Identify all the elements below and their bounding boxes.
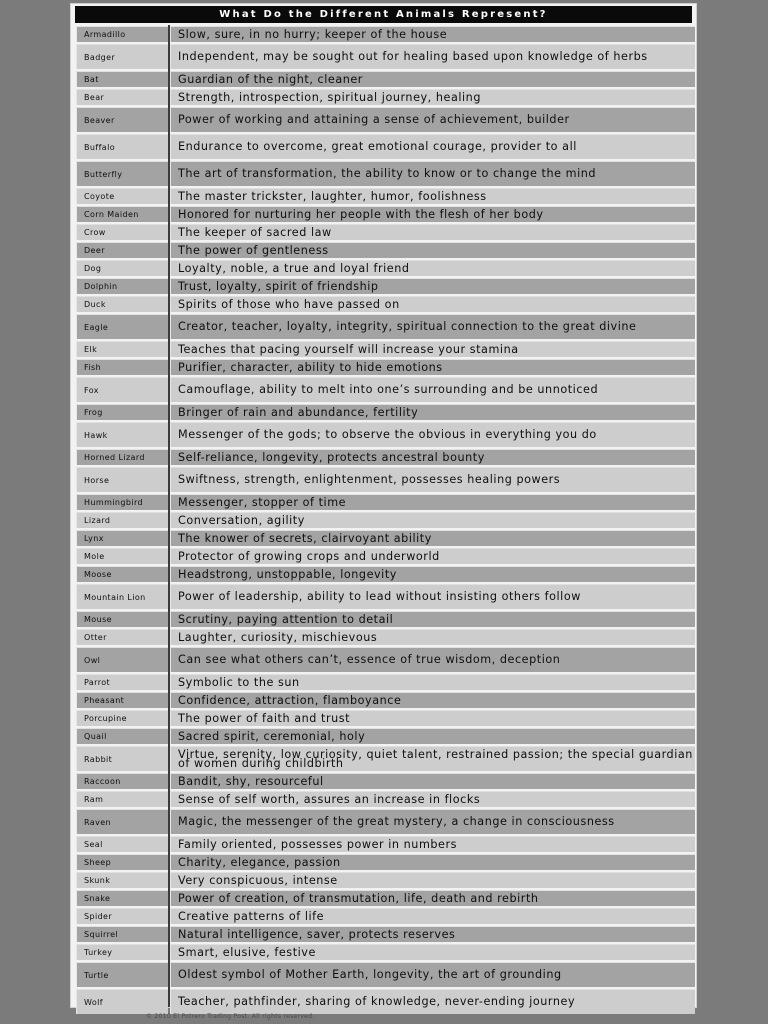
animal-name: Moose	[76, 566, 168, 582]
table-row	[71, 745, 696, 772]
animal-meaning: Independent, may be sought out for healing based upon knowledge of herbs	[170, 44, 695, 69]
animal-meaning: Sacred spirit, ceremonial, holy	[170, 728, 695, 744]
table-row	[71, 961, 696, 988]
table-row	[71, 160, 696, 187]
animal-meaning: Magic, the messenger of the great mystery, a change in consciousness	[170, 809, 695, 834]
table-row	[71, 70, 696, 88]
table-row	[71, 448, 696, 466]
animal-name: Raven	[76, 809, 168, 834]
animal-meaning: Laughter, curiosity, mischievous	[170, 629, 695, 645]
animal-meaning: Bandit, shy, resourceful	[170, 773, 695, 789]
animal-name: Skunk	[76, 872, 168, 888]
animal-meaning: Guardian of the night, cleaner	[170, 71, 695, 87]
copyright-footer: © 2010 El Potrero Trading Post. All rights reserved.	[146, 1013, 315, 1020]
animal-name: Ram	[76, 791, 168, 807]
table-row	[71, 925, 696, 943]
table-row	[71, 493, 696, 511]
animal-meaning: Charity, elegance, passion	[170, 854, 695, 870]
animal-meaning: Power of working and attaining a sense of achievement, builder	[170, 107, 695, 132]
animal-meaning: Spirits of those who have passed on	[170, 296, 695, 312]
table-row	[71, 907, 696, 925]
animal-meaning: Messenger, stopper of time	[170, 494, 695, 510]
animal-name: Squirrel	[76, 926, 168, 942]
animal-name: Sheep	[76, 854, 168, 870]
table-row	[71, 106, 696, 133]
animal-name: Elk	[76, 341, 168, 357]
animal-meaning: Strength, introspection, spiritual journey, healing	[170, 89, 695, 105]
animal-name: Duck	[76, 296, 168, 312]
table-row	[71, 853, 696, 871]
animal-meaning: Family oriented, possesses power in numbers	[170, 836, 695, 852]
animal-meaning: Natural intelligence, saver, protects reserves	[170, 926, 695, 942]
animal-name: Bat	[76, 71, 168, 87]
animal-meaning: Honored for nurturing her people with the flesh of her body	[170, 206, 695, 222]
table-row	[71, 259, 696, 277]
table-row	[71, 529, 696, 547]
table-row	[71, 511, 696, 529]
table-row	[71, 547, 696, 565]
animal-meaning: Very conspicuous, intense	[170, 872, 695, 888]
animal-name: Parrot	[76, 674, 168, 690]
animal-meaning: Loyalty, noble, a true and loyal friend	[170, 260, 695, 276]
animal-name: Lizard	[76, 512, 168, 528]
animal-meaning: Smart, elusive, festive	[170, 944, 695, 960]
animal-meaning: Power of creation, of transmutation, life, death and rebirth	[170, 890, 695, 906]
table-row	[71, 241, 696, 259]
table-row	[71, 808, 696, 835]
animal-name: Turkey	[76, 944, 168, 960]
table-row	[71, 277, 696, 295]
animal-meaning: The master trickster, laughter, humor, foolishness	[170, 188, 695, 204]
table-row	[71, 565, 696, 583]
animal-name: Quail	[76, 728, 168, 744]
animal-name: Dolphin	[76, 278, 168, 294]
animal-meaning: Self-reliance, longevity, protects ancestral bounty	[170, 449, 695, 465]
animal-meaning: Oldest symbol of Mother Earth, longevity, the art of grounding	[170, 962, 695, 987]
animal-name: Dog	[76, 260, 168, 276]
animal-meaning: Messenger of the gods; to observe the obvious in everything you do	[170, 422, 695, 447]
animal-name: Porcupine	[76, 710, 168, 726]
table-row	[71, 205, 696, 223]
animal-meaning: Confidence, attraction, flamboyance	[170, 692, 695, 708]
animal-name: Seal	[76, 836, 168, 852]
table-row	[71, 646, 696, 673]
table-row	[71, 25, 696, 43]
animal-name: Hawk	[76, 422, 168, 447]
animal-name: Wolf	[76, 989, 168, 1014]
animal-name: Armadillo	[76, 26, 168, 42]
animal-meaning: Virtue, serenity, low curiosity, quiet talent, restrained passion; the special guardian of women during childbirth	[170, 746, 695, 771]
table-row	[71, 295, 696, 313]
table-row	[71, 313, 696, 340]
animal-name: Hummingbird	[76, 494, 168, 510]
table-row	[71, 376, 696, 403]
table-row	[71, 871, 696, 889]
table-row	[71, 709, 696, 727]
table-row	[71, 889, 696, 907]
animal-meaning: Slow, sure, in no hurry; keeper of the house	[170, 26, 695, 42]
animal-meaning: Creative patterns of life	[170, 908, 695, 924]
animal-meaning: Bringer of rain and abundance, fertility	[170, 404, 695, 420]
animal-meaning: Conversation, agility	[170, 512, 695, 528]
animal-meaning: Camouflage, ability to melt into one’s surrounding and be unnoticed	[170, 377, 695, 402]
animal-name: Owl	[76, 647, 168, 672]
animal-name: Otter	[76, 629, 168, 645]
table-row	[71, 340, 696, 358]
animal-name: Horned Lizard	[76, 449, 168, 465]
animal-meaning: Sense of self worth, assures an increase in flocks	[170, 791, 695, 807]
table-row	[71, 988, 696, 1015]
animal-meaning: Purifier, character, ability to hide emotions	[170, 359, 695, 375]
animal-name: Bear	[76, 89, 168, 105]
table-row	[71, 790, 696, 808]
animal-name: Frog	[76, 404, 168, 420]
table-row	[71, 133, 696, 160]
animal-name: Badger	[76, 44, 168, 69]
table-row	[71, 358, 696, 376]
animal-name: Butterfly	[76, 161, 168, 186]
animal-meaning: Protector of growing crops and underworld	[170, 548, 695, 564]
animal-name: Corn Maiden	[76, 206, 168, 222]
animal-name: Raccoon	[76, 773, 168, 789]
animal-meaning: Swiftness, strength, enlightenment, possesses healing powers	[170, 467, 695, 492]
animal-name: Lynx	[76, 530, 168, 546]
table-row	[71, 691, 696, 709]
animal-name: Pheasant	[76, 692, 168, 708]
animal-name: Spider	[76, 908, 168, 924]
table-row	[71, 628, 696, 646]
animal-name: Fish	[76, 359, 168, 375]
animal-name: Mole	[76, 548, 168, 564]
animal-meanings-table	[71, 25, 696, 1015]
animal-meaning: The keeper of sacred law	[170, 224, 695, 240]
animal-meaning: The power of gentleness	[170, 242, 695, 258]
table-row	[71, 727, 696, 745]
animal-name: Rabbit	[76, 746, 168, 771]
animal-name: Beaver	[76, 107, 168, 132]
table-row	[71, 610, 696, 628]
table-row	[71, 943, 696, 961]
animal-name: Mouse	[76, 611, 168, 627]
table-row	[71, 673, 696, 691]
animal-meaning: Symbolic to the sun	[170, 674, 695, 690]
table-row	[71, 421, 696, 448]
animal-meaning: The art of transformation, the ability to know or to change the mind	[170, 161, 695, 186]
animal-name: Coyote	[76, 188, 168, 204]
animal-meaning: The knower of secrets, clairvoyant ability	[170, 530, 695, 546]
animal-name: Turtle	[76, 962, 168, 987]
table-row	[71, 88, 696, 106]
animal-meaning: Teacher, pathfinder, sharing of knowledge, never-ending journey	[170, 989, 695, 1014]
page-title: What Do the Different Animals Represent?	[75, 6, 692, 23]
animal-name: Eagle	[76, 314, 168, 339]
animal-name: Deer	[76, 242, 168, 258]
table-row	[71, 583, 696, 610]
animal-meaning: Trust, loyalty, spirit of friendship	[170, 278, 695, 294]
animal-name: Horse	[76, 467, 168, 492]
table-row	[71, 403, 696, 421]
animal-meaning: Headstrong, unstoppable, longevity	[170, 566, 695, 582]
animal-name: Fox	[76, 377, 168, 402]
table-row	[71, 187, 696, 205]
animal-meaning: Creator, teacher, loyalty, integrity, spiritual connection to the great divine	[170, 314, 695, 339]
animal-name: Buffalo	[76, 134, 168, 159]
animal-meaning: The power of faith and trust	[170, 710, 695, 726]
table-row	[71, 43, 696, 70]
animal-meaning: Scrutiny, paying attention to detail	[170, 611, 695, 627]
table-row	[71, 223, 696, 241]
animal-meaning: Teaches that pacing yourself will increase your stamina	[170, 341, 695, 357]
animal-name: Crow	[76, 224, 168, 240]
animal-meaning: Endurance to overcome, great emotional courage, provider to all	[170, 134, 695, 159]
animal-name: Snake	[76, 890, 168, 906]
document-sheet	[70, 3, 697, 1008]
animal-name: Mountain Lion	[76, 584, 168, 609]
table-row	[71, 835, 696, 853]
animal-meaning: Can see what others can’t, essence of true wisdom, deception	[170, 647, 695, 672]
table-row	[71, 466, 696, 493]
animal-meaning: Power of leadership, ability to lead without insisting others follow	[170, 584, 695, 609]
table-row	[71, 772, 696, 790]
